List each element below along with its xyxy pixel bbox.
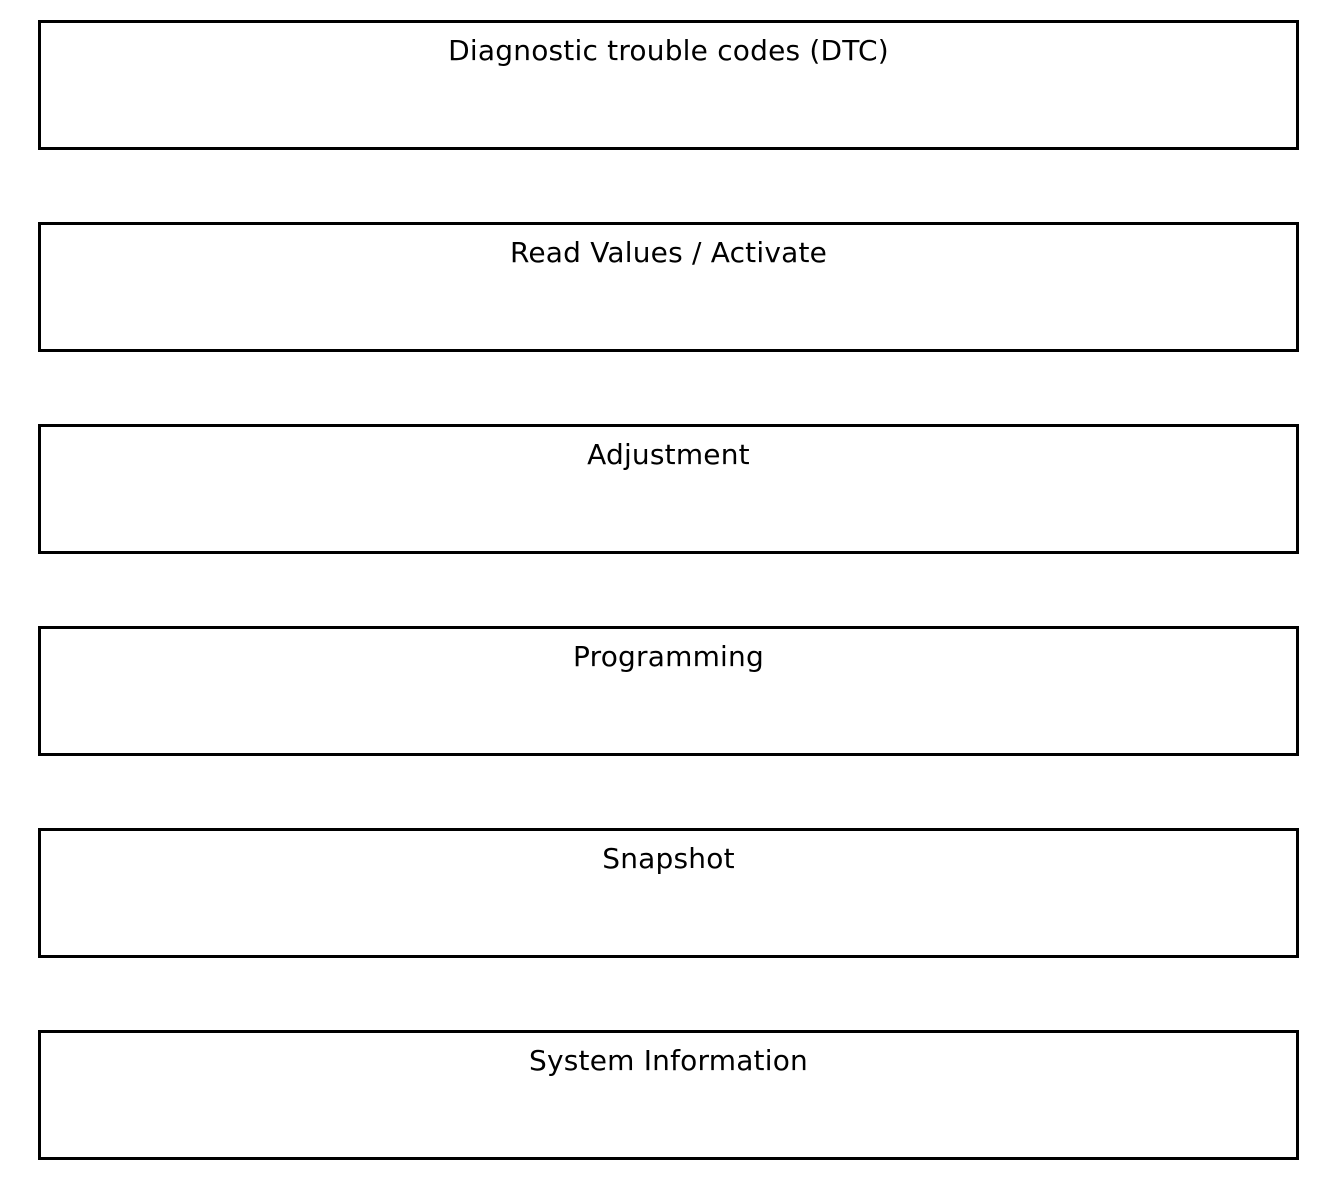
snapshot-button[interactable] bbox=[38, 828, 1299, 958]
adjustment-button-label: Adjustment bbox=[587, 438, 750, 471]
dtc-button-label: Diagnostic trouble codes (DTC) bbox=[448, 34, 889, 67]
programming-button[interactable] bbox=[38, 626, 1299, 756]
system-information-button-label: System Information bbox=[529, 1044, 808, 1077]
read-values-activate-button[interactable] bbox=[38, 222, 1299, 352]
system-information-button[interactable] bbox=[38, 1030, 1299, 1160]
adjustment-button[interactable] bbox=[38, 424, 1299, 554]
dtc-button[interactable] bbox=[38, 20, 1299, 150]
snapshot-button-label: Snapshot bbox=[602, 842, 735, 875]
read-values-activate-button-label: Read Values / Activate bbox=[509, 236, 828, 269]
programming-button-label: Programming bbox=[573, 640, 764, 673]
diagnostic-menu bbox=[38, 20, 1299, 1160]
